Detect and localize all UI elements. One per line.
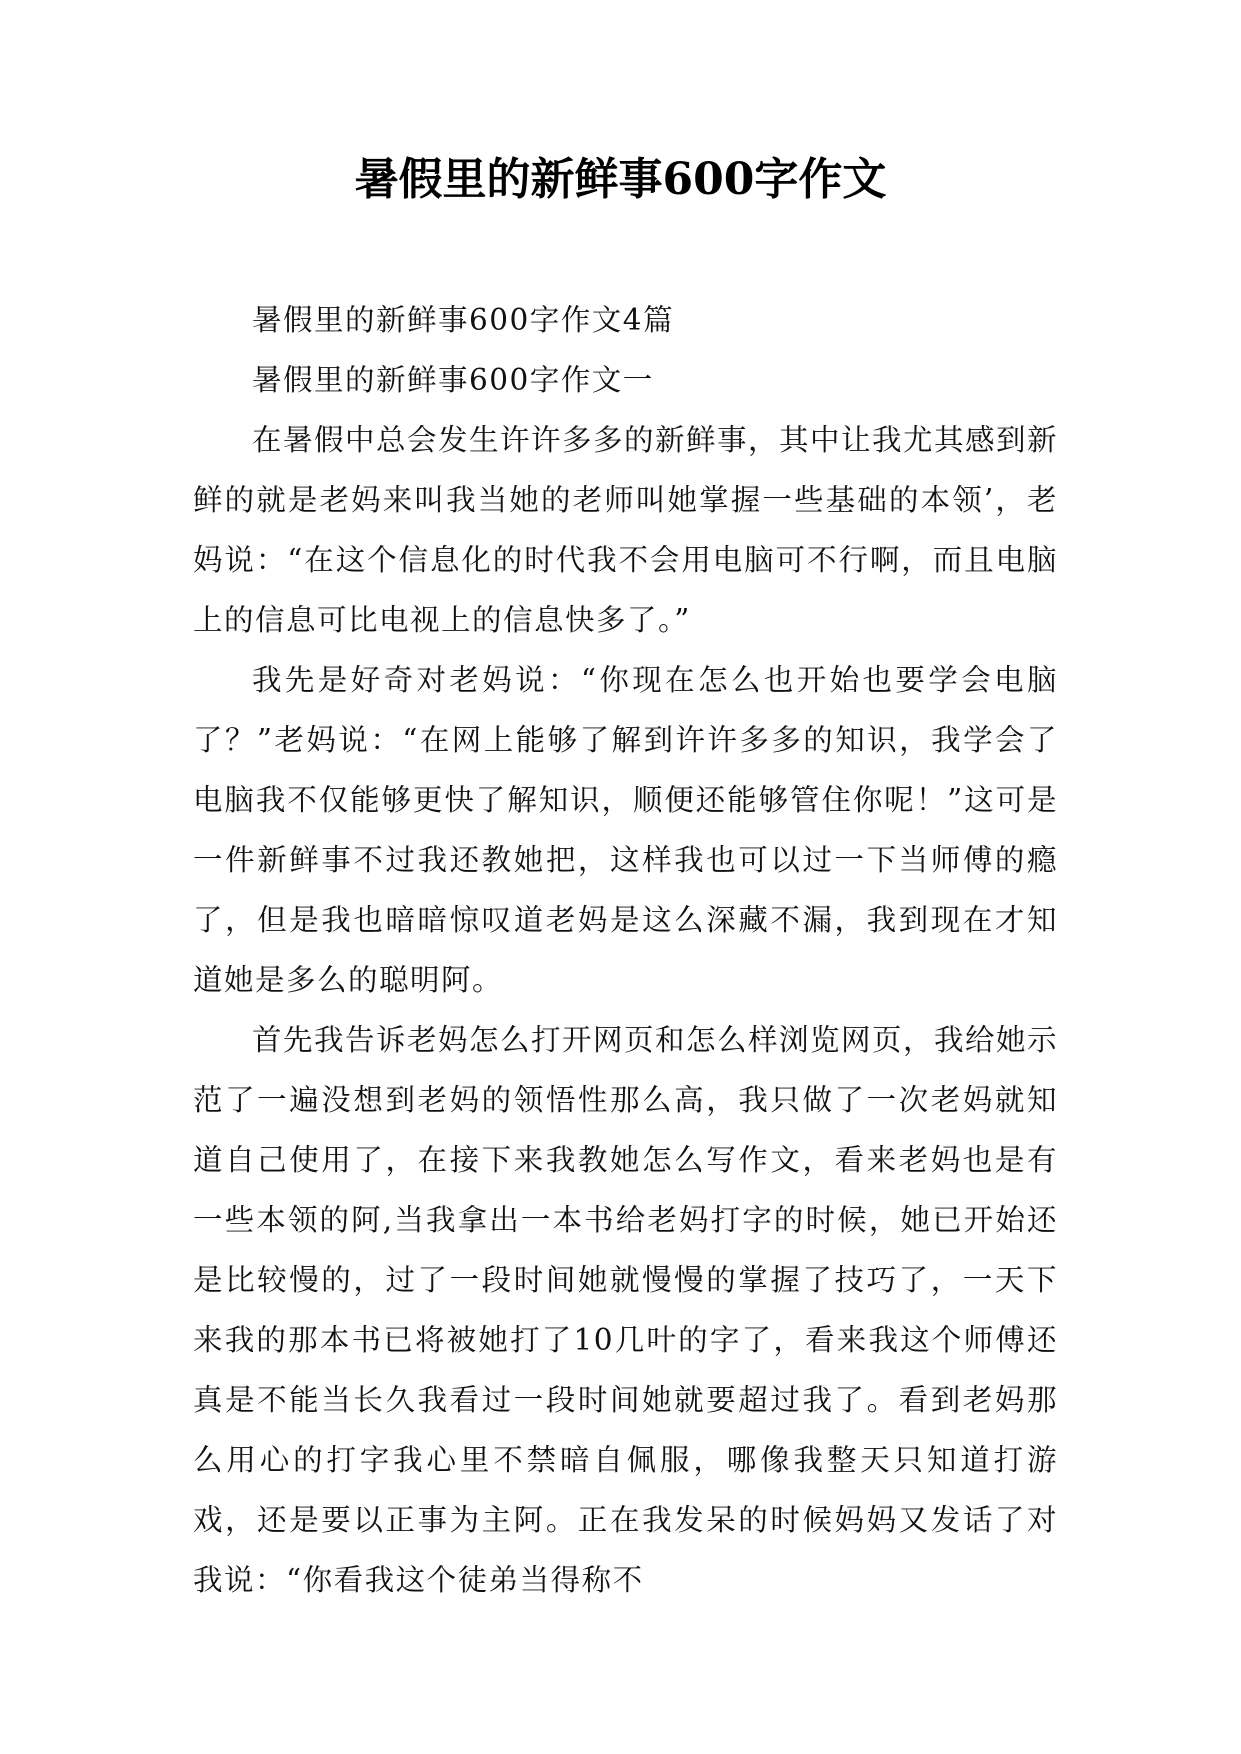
paragraph-section-heading: 暑假里的新鲜事600字作文一 — [252, 363, 654, 397]
document-title: 暑假里的新鲜事600字作文 — [354, 154, 887, 205]
paragraph: 我先是好奇对老妈说：“你现在怎么也开始也要学会电脑了？”老妈说：“在网上能够了解到许许多多的知识，我学会了电脑我不仅能够更快了解知识，顺便还能够管住你呢！”这可是一件新鲜事不过我还教她把，这样我也可以过一下当师傅的瘾了，但是我也暗暗惊叹道老妈是这么深藏不漏，我到现在才知道她是多么的聪明阿。 — [193, 663, 1058, 997]
paragraph: 在暑假中总会发生许许多多的新鲜事，其中让我尤其感到新鲜的就是老妈来叫我当她的老师叫她掌握一些基础的本领’，老妈说：“在这个信息化的时代我不会用电脑可不行啊，而且电脑上的信息可比电视上的信息快多了。” — [193, 423, 1059, 637]
document-body — [193, 290, 1058, 1610]
paragraph-subtitle: 暑假里的新鲜事600字作文4篇 — [252, 303, 675, 337]
paragraph: 首先我告诉老妈怎么打开网页和怎么样浏览网页，我给她示范了一遍没想到老妈的领悟性那么高，我只做了一次老妈就知道自己使用了，在接下来我教她怎么写作文，看来老妈也是有一些本领的阿,当我拿出一本书给老妈打字的时候，她已开始还是比较慢的，过了一段时间她就慢慢的掌握了技巧了，一天下来我的那本书已将被她打了10几叶的字了，看来我这个师傅还真是不能当长久我看过一段时间她就要超过我了。看到老妈那么用心的打字我心里不禁暗自佩服，哪像我整天只知道打游戏，还是要以正事为主阿。正在我发呆的时候妈妈又发话了对我说：“你看我这个徒弟当得称不 — [193, 1023, 1059, 1597]
